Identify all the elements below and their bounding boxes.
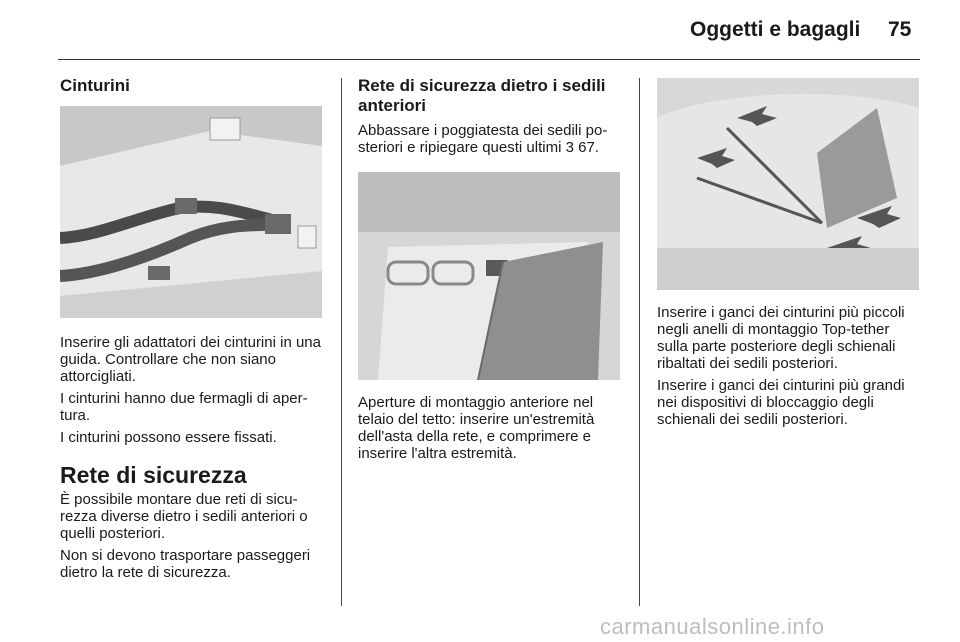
paragraph: I cinturini hanno due fermagli di apertura. <box>60 390 308 424</box>
column-divider <box>639 78 640 606</box>
page-reference-icon: 3 <box>565 139 574 156</box>
paragraph: Inserire gli adattatori dei cinturini in una guida. Controllare che non siano attorcigliati. <box>60 334 321 385</box>
paragraph: Aperture di montaggio anteriore nel telaio del tetto: inserire un'estremità dell'asta della rete, e comprimere e inserire l'altra estremità. <box>358 394 595 462</box>
column-2 <box>358 76 626 467</box>
section-heading-cinturini: Cinturini <box>60 76 130 95</box>
rear-net-mounting-illustration <box>657 78 919 290</box>
intro-paragraph <box>358 122 626 156</box>
paragraph: È possibile montare due reti di sicurezza diverse dietro i sedili anteriori o quelli posteriori. <box>60 491 308 542</box>
section-heading-rete-di-sicurezza: Rete di sicurezza <box>60 462 247 488</box>
watermark: carmanualsonline.info <box>600 614 825 639</box>
column-1 <box>60 76 326 586</box>
paragraph: I cinturini possono essere fissati. <box>60 429 277 446</box>
paragraph: Inserire i ganci dei cinturini più piccoli negli anelli di montaggio Top-tether sulla parte posteriore degli schienali ribaltati dei sedili posteriori. <box>657 304 905 372</box>
paragraph: Inserire i ganci dei cinturini più grandi nei dispositivi di bloccaggio degli schienali dei sedili posteriori. <box>657 377 905 428</box>
page-reference[interactable]: 67. <box>578 139 599 156</box>
column-divider <box>341 78 342 606</box>
intro-text: Abbassare i poggiatesta dei sedili posteriori e ripiegare questi ultimi <box>358 122 608 156</box>
column-3 <box>657 76 923 433</box>
front-net-mounting-illustration <box>358 172 620 380</box>
paragraph: Non si devono trasportare passeggeri dietro la rete di sicurezza. <box>60 547 311 581</box>
page-number: 75 <box>888 18 912 41</box>
section-heading-rete-anteriori: Rete di sicurezza dietro i sedili anteriori <box>358 76 606 115</box>
header-rule <box>58 59 920 60</box>
cargo-straps-illustration <box>60 106 322 318</box>
page-title: Oggetti e bagagli <box>690 18 861 41</box>
